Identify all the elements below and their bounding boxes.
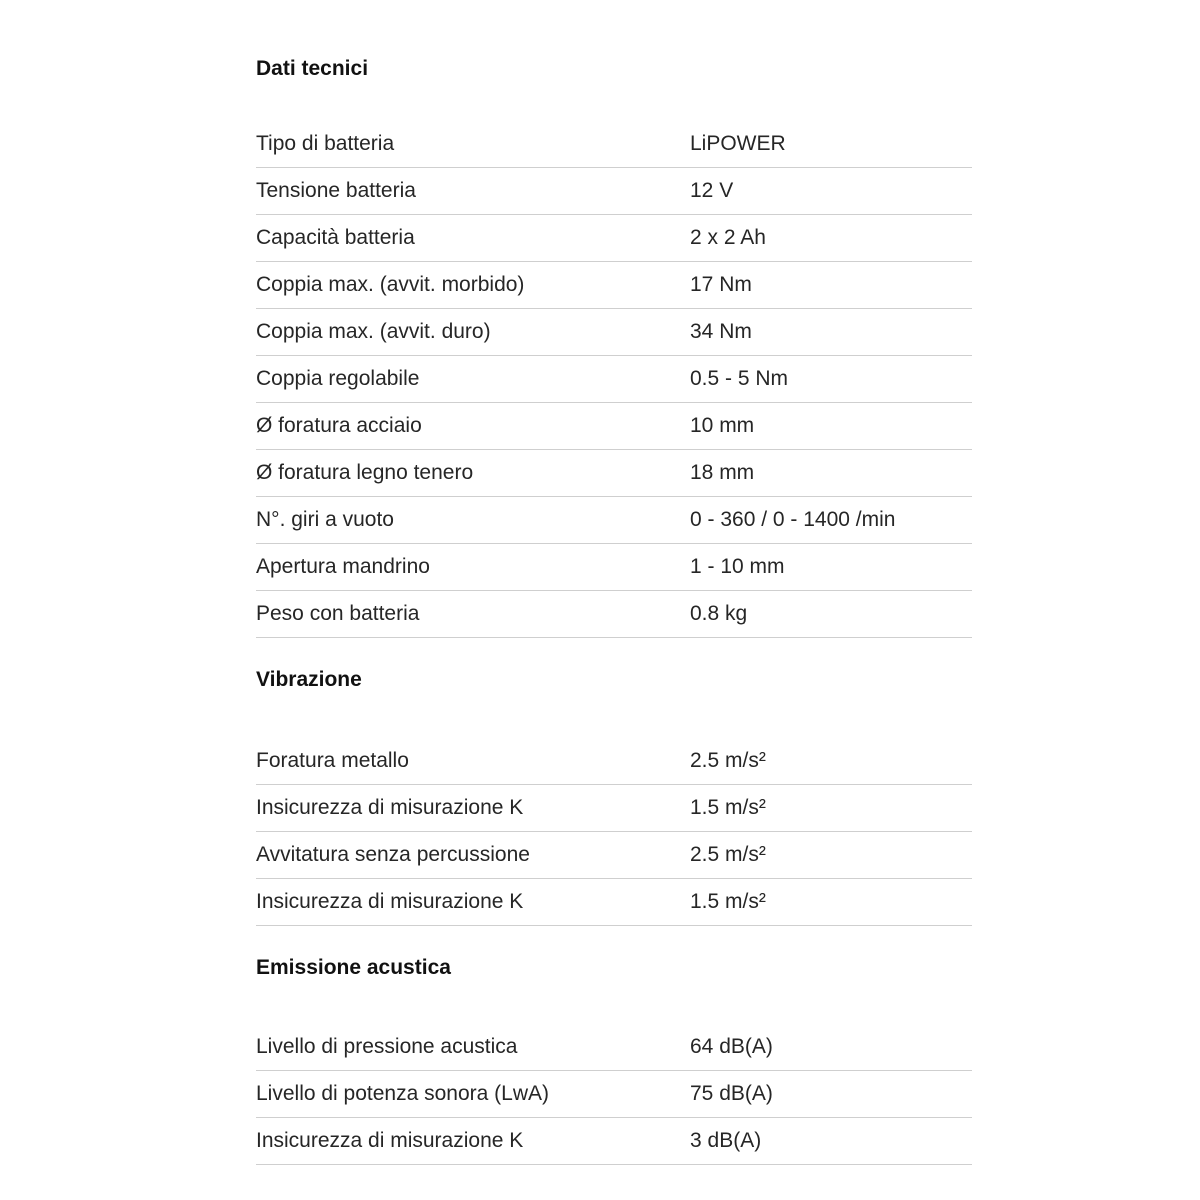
spec-label: Apertura mandrino — [256, 555, 430, 578]
section-acoustic-emission — [256, 926, 972, 1165]
spec-value: 64 dB(A) — [690, 1035, 773, 1058]
section-technical-data — [256, 0, 972, 638]
spec-label: Tipo di batteria — [256, 132, 395, 155]
spec-label: Insicurezza di misurazione K — [256, 890, 524, 913]
spec-row — [256, 785, 972, 832]
spec-row — [256, 215, 972, 262]
spec-row — [256, 832, 972, 879]
spec-label: Coppia max. (avvit. morbido) — [256, 273, 525, 296]
spec-label: Tensione batteria — [256, 179, 416, 202]
spec-row — [256, 1071, 972, 1118]
spec-value: 0.5 - 5 Nm — [690, 367, 789, 390]
spec-row — [256, 1118, 972, 1165]
spec-value: 17 Nm — [690, 273, 752, 296]
spec-table — [256, 1024, 972, 1165]
spec-label: Coppia regolabile — [256, 367, 420, 390]
spec-row — [256, 497, 972, 544]
spec-row — [256, 262, 972, 309]
spec-row — [256, 403, 972, 450]
spec-label: Capacità batteria — [256, 226, 415, 249]
section-vibration — [256, 638, 972, 926]
spec-row — [256, 591, 972, 638]
spec-row — [256, 309, 972, 356]
section-title: Emissione acustica — [256, 956, 451, 979]
spec-label: Peso con batteria — [256, 602, 420, 625]
spec-value: 34 Nm — [690, 320, 752, 343]
spec-row — [256, 1024, 972, 1071]
spec-value: 12 V — [690, 179, 734, 202]
spec-row — [256, 450, 972, 497]
section-title: Vibrazione — [256, 668, 362, 691]
section-title: Dati tecnici — [256, 57, 369, 80]
spec-value: 1.5 m/s² — [690, 796, 766, 819]
spec-label: Insicurezza di misurazione K — [256, 1129, 524, 1152]
spec-row — [256, 544, 972, 591]
spec-label: Livello di potenza sonora (LwA) — [256, 1082, 549, 1105]
spec-value: 1.5 m/s² — [690, 890, 766, 913]
spec-value: 10 mm — [690, 414, 755, 437]
spec-value: 0 - 360 / 0 - 1400 /min — [690, 508, 896, 531]
spec-row — [256, 356, 972, 403]
spec-label: Foratura metallo — [256, 749, 409, 772]
spec-value: 18 mm — [690, 461, 755, 484]
spec-sheet — [256, 0, 972, 1165]
spec-value: 75 dB(A) — [690, 1082, 773, 1105]
spec-value: 1 - 10 mm — [690, 555, 785, 578]
spec-label: Insicurezza di misurazione K — [256, 796, 524, 819]
spec-table — [256, 738, 972, 926]
spec-label: Ø foratura legno tenero — [256, 461, 474, 484]
spec-value: 0.8 kg — [690, 602, 748, 625]
spec-row — [256, 168, 972, 215]
spec-value: LiPOWER — [690, 132, 786, 155]
spec-label: N°. giri a vuoto — [256, 508, 394, 531]
spec-value: 2.5 m/s² — [690, 749, 766, 772]
spec-label: Ø foratura acciaio — [256, 414, 422, 437]
spec-value: 3 dB(A) — [690, 1129, 762, 1152]
spec-label: Avvitatura senza percussione — [256, 843, 530, 866]
spec-row — [256, 879, 972, 926]
spec-value: 2 x 2 Ah — [690, 226, 766, 249]
spec-row — [256, 738, 972, 785]
spec-label: Coppia max. (avvit. duro) — [256, 320, 491, 343]
spec-row — [256, 121, 972, 168]
spec-label: Livello di pressione acustica — [256, 1035, 518, 1058]
spec-value: 2.5 m/s² — [690, 843, 766, 866]
spec-table — [256, 121, 972, 638]
